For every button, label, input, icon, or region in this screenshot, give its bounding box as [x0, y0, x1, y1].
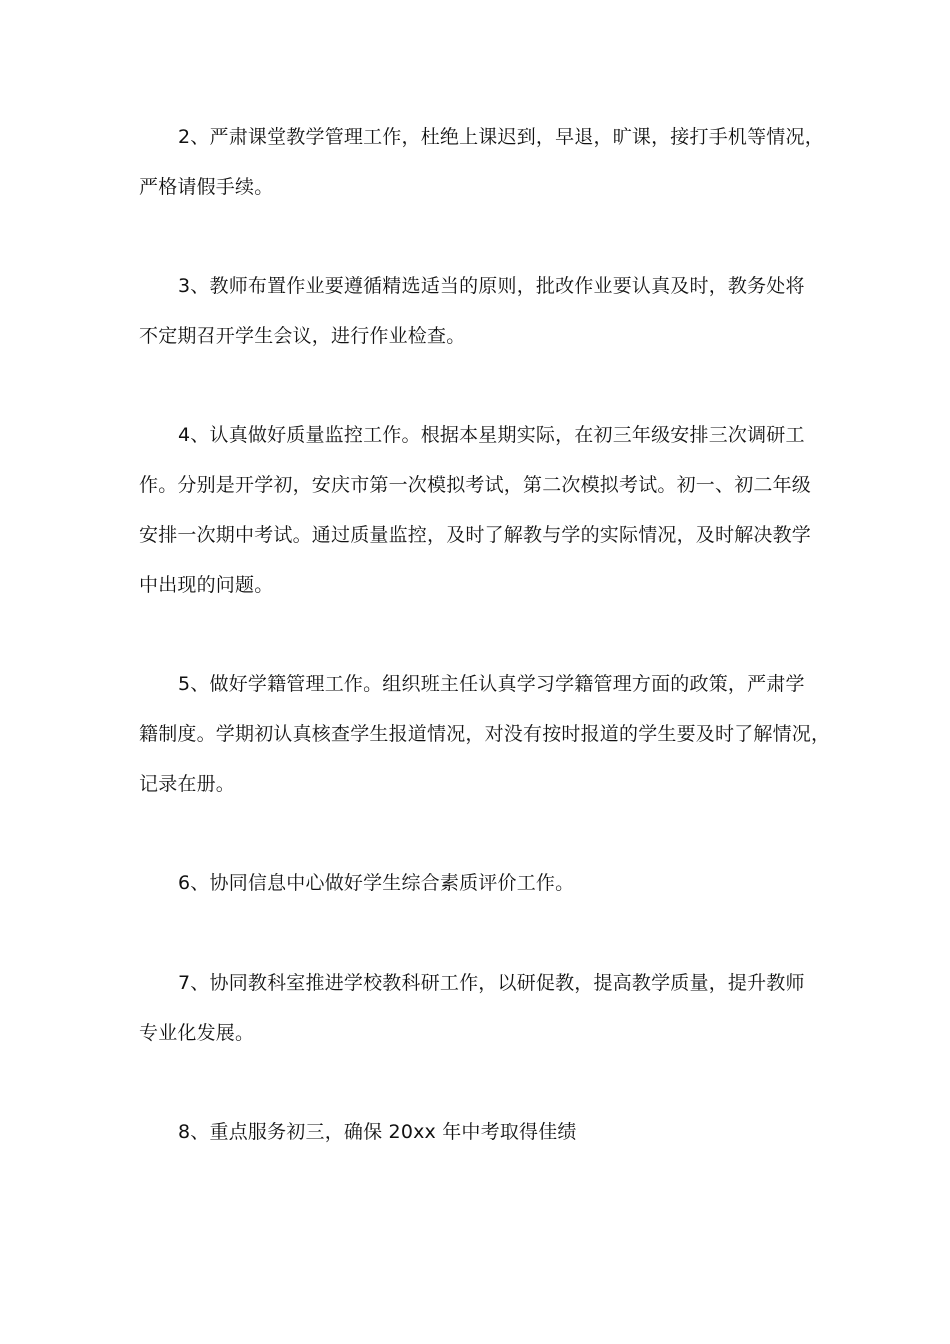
paragraph-item-2	[139, 112, 823, 212]
paragraph-item-6	[139, 858, 823, 908]
paragraph-item-4	[139, 410, 823, 610]
paragraph-line: 5、做好学籍管理工作。组织班主任认真学习学籍管理方面的政策，严肃学	[178, 673, 805, 695]
paragraph-line: 籍制度。学期初认真核查学生报道情况，对没有按时报道的学生要及时了解情况，	[139, 723, 831, 745]
paragraph-line: 安排一次期中考试。通过质量监控，及时了解教与学的实际情况，及时解决教学	[139, 524, 812, 546]
paragraph-line: 作。分别是开学初，安庆市第一次模拟考试，第二次模拟考试。初一、初二年级	[139, 474, 812, 496]
paragraph-line: 中出现的问题。	[139, 574, 274, 596]
paragraph-item-7	[139, 958, 823, 1058]
paragraph-item-5	[139, 659, 831, 809]
paragraph-line: 4、认真做好质量监控工作。根据本星期实际，在初三年级安排三次调研工	[178, 424, 805, 446]
paragraph-line: 3、教师布置作业要遵循精选适当的原则，批改作业要认真及时，教务处将	[178, 275, 805, 297]
paragraph-item-8	[139, 1107, 823, 1157]
paragraph-line: 7、协同教科室推进学校教科研工作，以研促教，提高教学质量，提升教师	[178, 972, 805, 994]
paragraph-line: 2、严肃课堂教学管理工作，杜绝上课迟到，早退，旷课，接打手机等情况，	[178, 126, 824, 148]
paragraph-item-3	[139, 261, 823, 361]
paragraph-line: 严格请假手续。	[139, 176, 274, 198]
paragraph-line: 记录在册。	[139, 773, 236, 795]
paragraph-line: 8、重点服务初三，确保 20xx 年中考取得佳绩	[178, 1121, 577, 1143]
paragraph-line: 不定期召开学生会议，进行作业检查。	[139, 325, 466, 347]
paragraph-line: 6、协同信息中心做好学生综合素质评价工作。	[178, 872, 575, 894]
paragraph-line: 专业化发展。	[139, 1022, 255, 1044]
